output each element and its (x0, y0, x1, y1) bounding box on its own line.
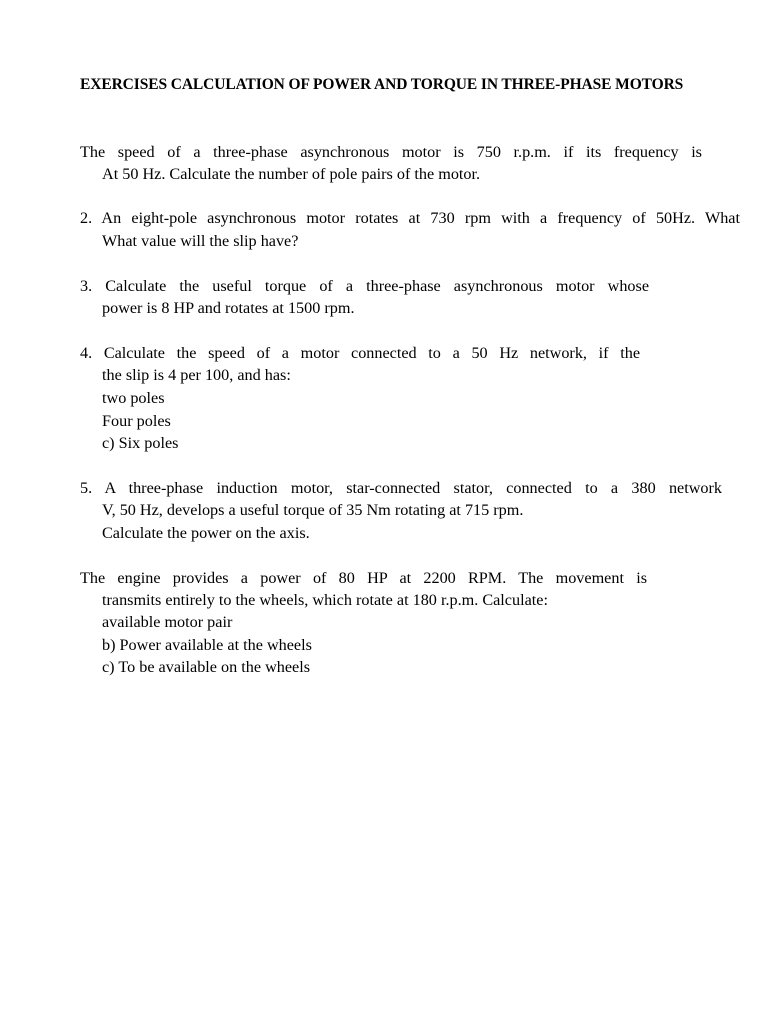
exercise-4-line-1: 4. Calculate the speed of a motor connected to a 50 Hz network, if the (80, 344, 640, 362)
exercise-6-line-1: The engine provides a power of 80 HP at 2200 RPM. The movement is (80, 569, 647, 587)
exercise-2-line-2: What value will the slip have? (102, 232, 299, 250)
exercise-2-line-1: 2. An eight-pole asynchronous motor rotates at 730 rpm with a frequency of 50Hz. What (80, 209, 740, 227)
exercise-5-line-1: 5. A three-phase induction motor, star-connected stator, connected to a 380 network (80, 479, 722, 497)
exercise-6-line-2: transmits entirely to the wheels, which rotate at 180 r.p.m. Calculate: (102, 591, 548, 609)
exercise-3-line-2: power is 8 HP and rotates at 1500 rpm. (102, 299, 355, 317)
exercise-5-line-2: V, 50 Hz, develops a useful torque of 35 Nm rotating at 715 rpm. (102, 501, 524, 519)
exercise-6-option-c: c) To be available on the wheels (102, 658, 311, 676)
exercise-6-option-b: b) Power available at the wheels (102, 636, 312, 654)
exercise-5-line-3: Calculate the power on the axis. (102, 524, 310, 542)
exercise-1-line-1: The speed of a three-phase asynchronous motor is 750 r.p.m. if its frequency is (80, 143, 702, 161)
exercise-4-option-b: Four poles (102, 412, 171, 430)
exercise-6-option-a: available motor pair (102, 613, 233, 631)
exercise-4-option-a: two poles (102, 389, 165, 407)
page-title: EXERCISES CALCULATION OF POWER AND TORQUE IN THREE-PHASE MOTORS (80, 76, 684, 93)
exercise-4-option-c: c) Six poles (102, 434, 179, 452)
exercise-4-line-2: the slip is 4 per 100, and has: (102, 366, 291, 384)
exercise-3-line-1: 3. Calculate the useful torque of a three-phase asynchronous motor whose (80, 277, 649, 295)
exercise-1-line-2: At 50 Hz. Calculate the number of pole pairs of the motor. (102, 165, 481, 183)
